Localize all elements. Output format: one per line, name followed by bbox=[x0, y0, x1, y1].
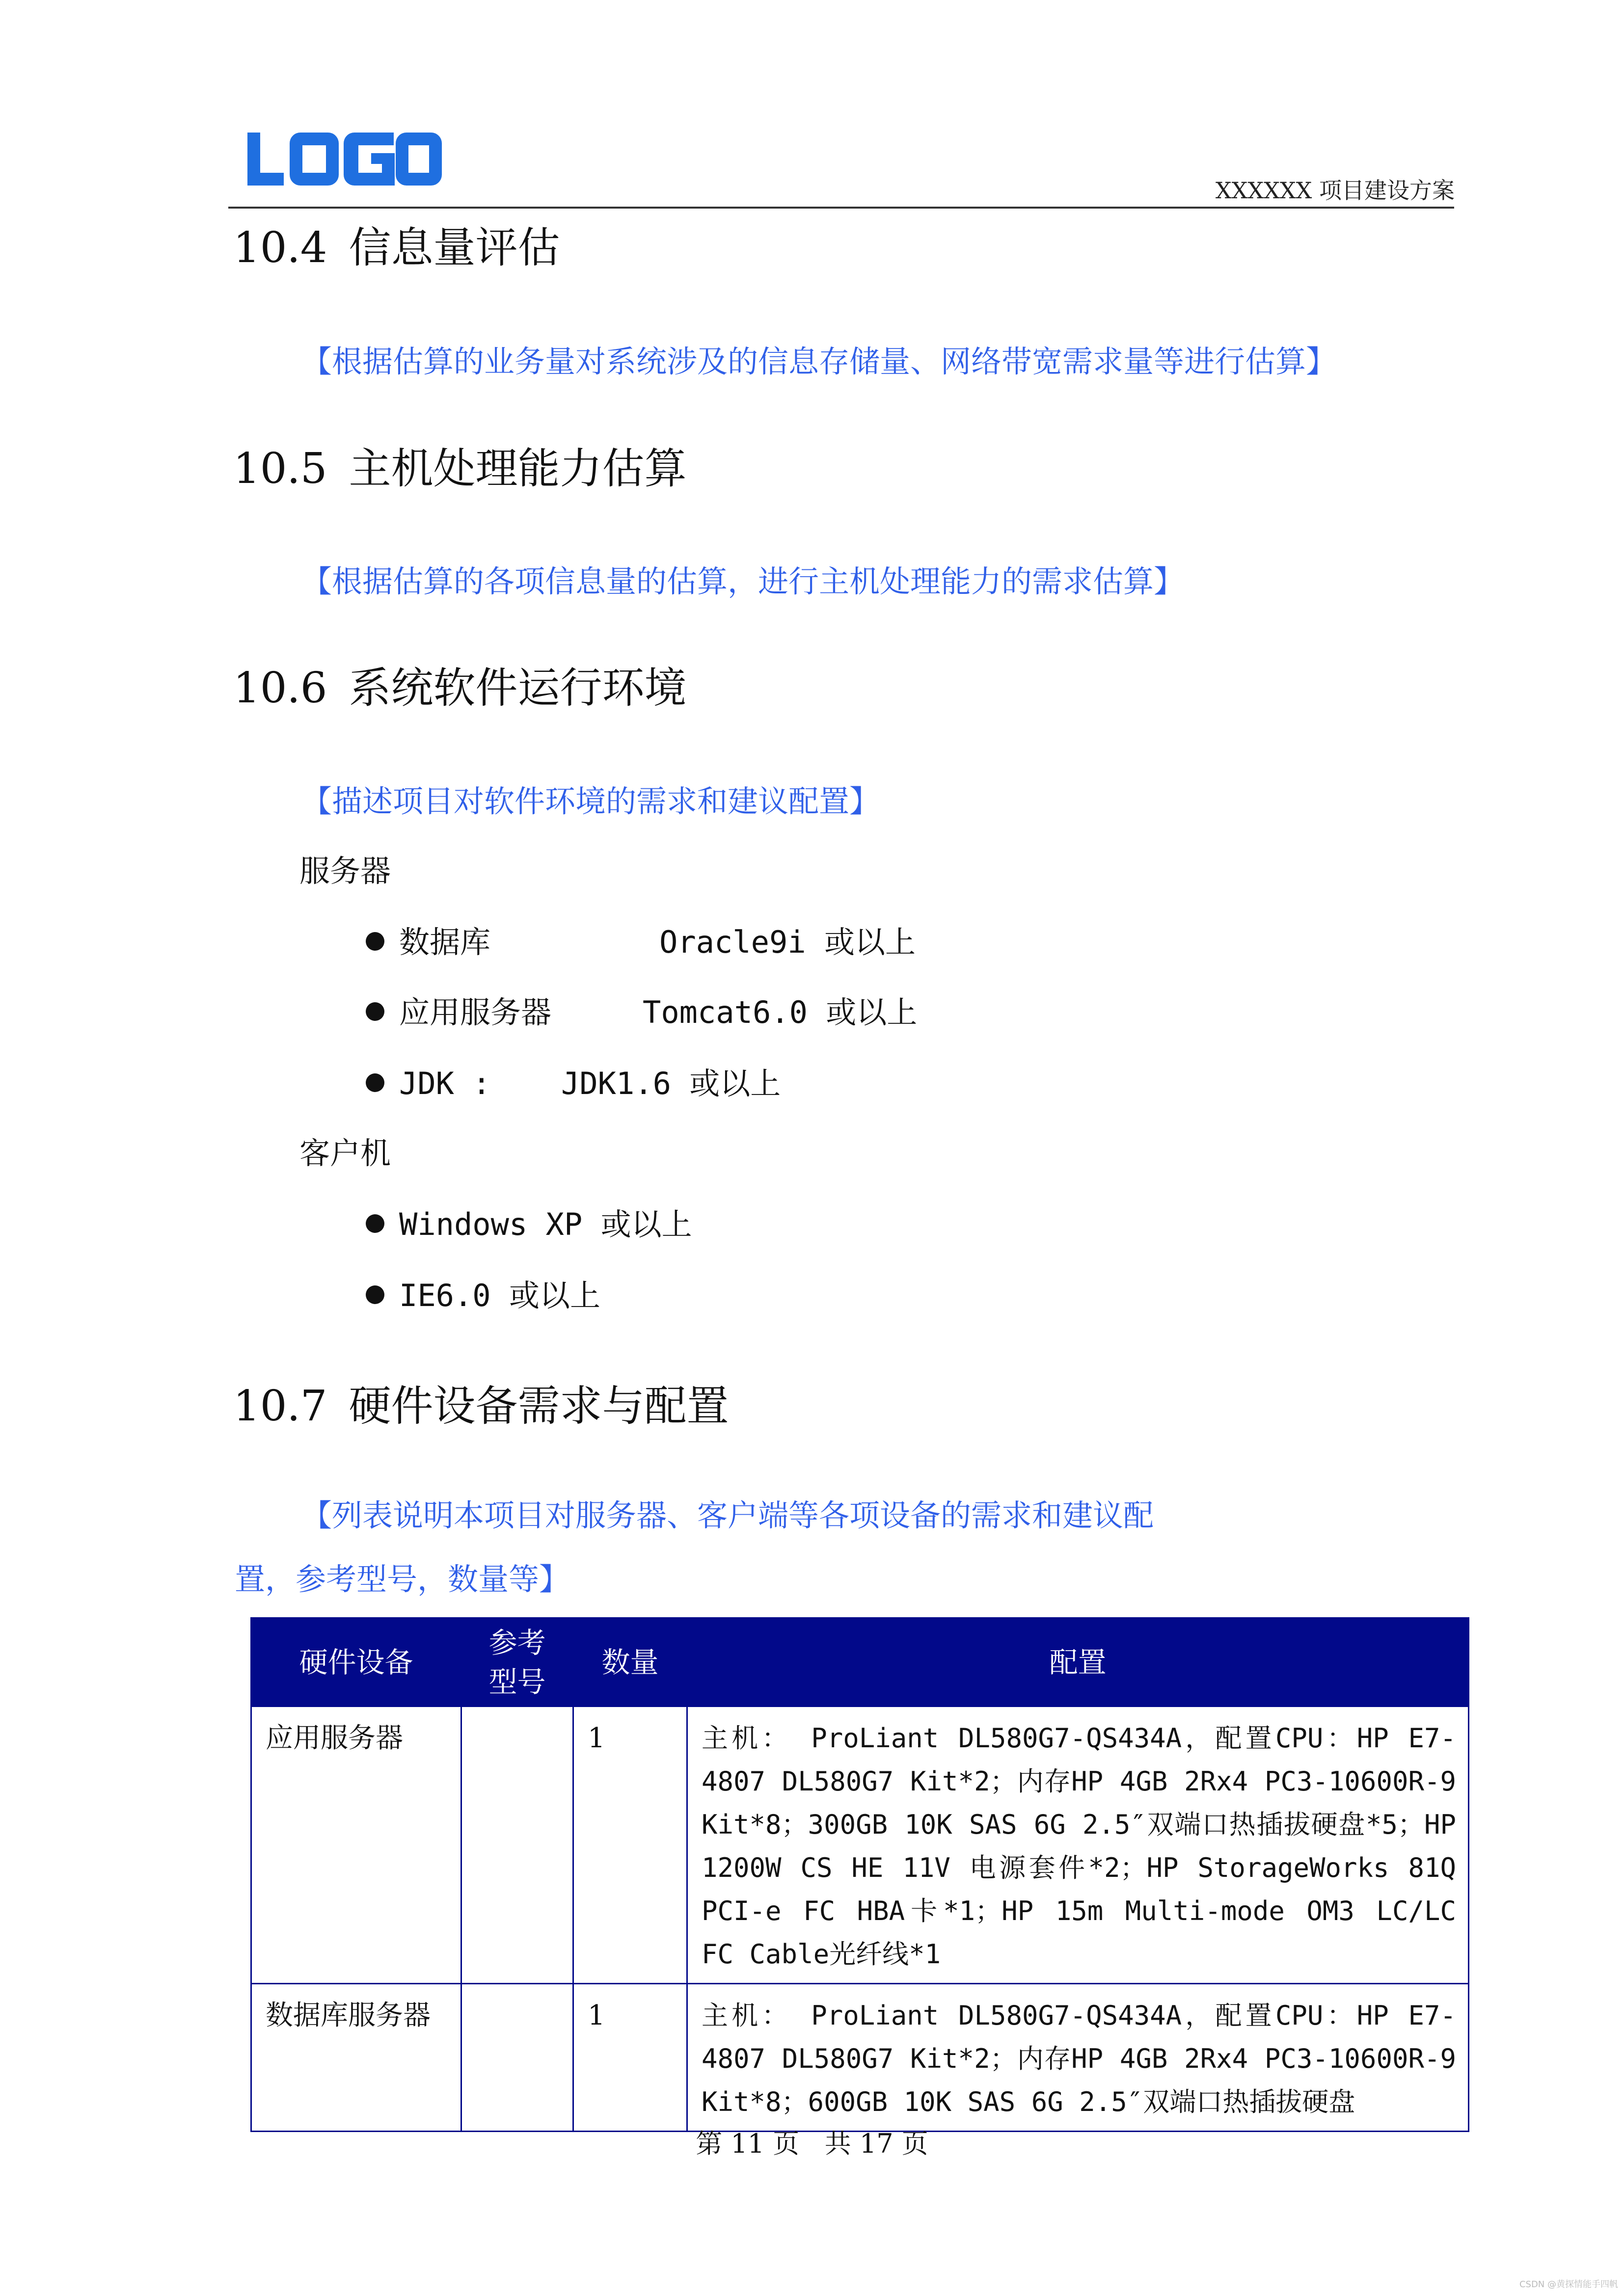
client-label: 客户机 bbox=[299, 1135, 391, 1171]
note-10-6: 【描述项目对软件环境的需求和建议配置】 bbox=[301, 783, 880, 819]
section-number: 10.4 bbox=[233, 223, 327, 272]
section-number: 10.5 bbox=[233, 444, 327, 493]
note-10-7-line2: 置，参考型号，数量等】 bbox=[235, 1561, 570, 1597]
item-value: Oracle9i 或以上 bbox=[659, 924, 916, 960]
item-name: Windows XP 或以上 bbox=[399, 1206, 692, 1242]
table-row bbox=[251, 1984, 1469, 2132]
note-10-7-line1: 【列表说明本项目对服务器、客户端等各项设备的需求和建议配 bbox=[301, 1497, 1154, 1533]
section-title: 系统软件运行环境 bbox=[349, 664, 687, 713]
doc-title: XXXXXX 项目建设方案 bbox=[1215, 177, 1455, 204]
cell-config: 主机： ProLiant DL580G7-QS434A，配置CPU：HP E7-4807 DL580G7 Kit*2；内存HP 4GB 2Rx4 PC3-10600R-9 Kit*8；300GB 10K SAS 6G 2.5″双端口热插拔硬盘*5；HP 1200W CS HE 11V 电源套件*2；HP StorageWorks 81Q PCI-e FC HBA卡*1；HP 15m Multi-mode OM3 LC/LC FC Cable光纤线*1 bbox=[687, 1707, 1469, 1984]
item-name: IE6.0 或以上 bbox=[399, 1278, 600, 1313]
cell-model bbox=[461, 1984, 573, 2132]
table-row bbox=[251, 1707, 1469, 1984]
item-value: JDK1.6 或以上 bbox=[561, 1066, 781, 1101]
header-config: 配置 bbox=[687, 1618, 1469, 1707]
header-model: 参考型号 bbox=[461, 1618, 573, 1707]
header-device: 硬件设备 bbox=[251, 1618, 461, 1707]
item-name: JDK : bbox=[399, 1066, 491, 1101]
cell-qty: 1 bbox=[573, 1707, 687, 1984]
item-name: 数据库 bbox=[399, 924, 491, 960]
table-header-row bbox=[251, 1618, 1469, 1707]
page-footer: 第 11 页 共 17 页 bbox=[696, 2128, 928, 2159]
cell-device: 应用服务器 bbox=[251, 1707, 461, 1984]
section-number: 10.7 bbox=[233, 1382, 327, 1431]
item-value: Tomcat6.0 或以上 bbox=[643, 994, 918, 1030]
section-number: 10.6 bbox=[233, 664, 327, 713]
item-name: 应用服务器 bbox=[399, 994, 552, 1030]
section-title: 硬件设备需求与配置 bbox=[349, 1382, 729, 1431]
section-title: 信息量评估 bbox=[349, 223, 560, 272]
hardware-table bbox=[250, 1617, 1469, 2132]
watermark: CSDN @黄探情能手四帆 bbox=[1519, 2279, 1618, 2290]
note-10-5: 【根据估算的各项信息量的估算，进行主机处理能力的需求估算】 bbox=[301, 563, 1185, 599]
cell-qty: 1 bbox=[573, 1984, 687, 2132]
server-label: 服务器 bbox=[299, 853, 391, 889]
section-title: 主机处理能力估算 bbox=[349, 444, 687, 493]
cell-config: 主机： ProLiant DL580G7-QS434A，配置CPU：HP E7-4807 DL580G7 Kit*2；内存HP 4GB 2Rx4 PC3-10600R-9 Kit*8；600GB 10K SAS 6G 2.5″双端口热插拔硬盘 bbox=[687, 1984, 1469, 2132]
note-10-4: 【根据估算的业务量对系统涉及的信息存储量、网络带宽需求量等进行估算】 bbox=[301, 344, 1337, 379]
cell-model bbox=[461, 1707, 573, 1984]
cell-device: 数据库服务器 bbox=[251, 1984, 461, 2132]
header-qty: 数量 bbox=[573, 1618, 687, 1707]
